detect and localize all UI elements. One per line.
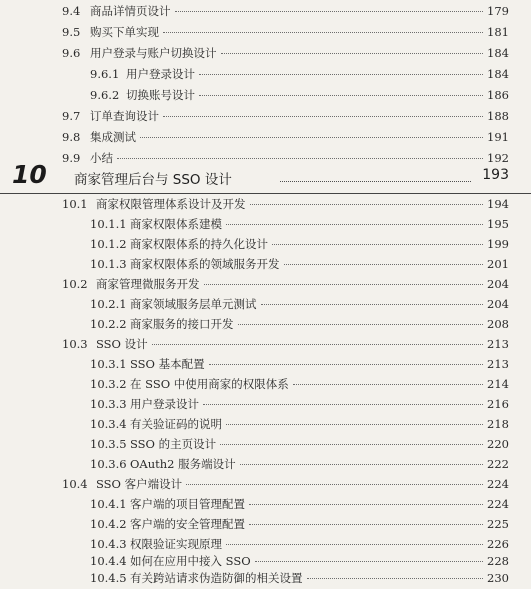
toc-entry[interactable] — [62, 45, 509, 61]
subsection-title: 如何在应用中接入 SSO — [130, 554, 251, 568]
subsection-number: 10.4.4 — [90, 554, 127, 568]
dot-leader — [238, 324, 484, 325]
page-number: 181 — [487, 25, 509, 39]
dot-leader — [163, 116, 483, 117]
section-title: SSO 设计 — [96, 337, 148, 351]
section-number: 10.2 — [62, 277, 88, 291]
section-title: 商品详情页设计 — [90, 4, 171, 18]
subsection-title: 在 SSO 中使用商家的权限体系 — [130, 377, 289, 391]
subsection-number: 9.6.2 — [90, 88, 120, 102]
subsection-number: 10.3.5 — [90, 437, 127, 451]
toc-subentry[interactable] — [90, 356, 509, 372]
subsection-title: 用户登录设计 — [126, 67, 195, 81]
toc-subentry[interactable] — [90, 316, 509, 332]
page-number: 213 — [487, 357, 509, 371]
toc-subentry[interactable] — [90, 256, 509, 272]
dot-leader — [261, 304, 484, 305]
toc-subentry[interactable] — [90, 516, 509, 532]
dot-leader — [249, 504, 483, 505]
page-number: 192 — [487, 151, 509, 165]
subsection-number: 10.4.1 — [90, 497, 127, 511]
dot-leader — [249, 524, 483, 525]
section-number: 9.7 — [62, 109, 81, 123]
page-number: 224 — [487, 497, 509, 511]
page-number: 226 — [487, 537, 509, 551]
dot-leader — [307, 578, 484, 579]
toc-subentry[interactable] — [90, 396, 509, 412]
subsection-number: 10.1.2 — [90, 237, 127, 251]
subsection-title: 商家权限体系的领域服务开发 — [130, 257, 280, 271]
dot-leader — [152, 344, 483, 345]
page-number: 195 — [487, 217, 509, 231]
section-number: 9.5 — [62, 25, 81, 39]
page-number: 184 — [487, 67, 509, 81]
dot-leader — [117, 158, 483, 159]
page-number: 204 — [487, 297, 509, 311]
toc-subentry[interactable] — [90, 216, 509, 232]
section-title: 用户登录与账户切换设计 — [90, 46, 217, 60]
subsection-title: 用户登录设计 — [130, 397, 199, 411]
dot-leader — [226, 544, 483, 545]
section-number: 9.8 — [62, 130, 81, 144]
toc-subentry[interactable] — [90, 296, 509, 312]
toc-subentry[interactable] — [90, 416, 509, 432]
subsection-title: 切换账号设计 — [126, 88, 195, 102]
chapter-divider — [0, 193, 531, 194]
subsection-number: 9.6.1 — [90, 67, 120, 81]
page-number: 216 — [487, 397, 509, 411]
toc-entry[interactable] — [62, 24, 509, 40]
section-title: 商家管理微服务开发 — [96, 277, 200, 291]
section-number: 9.9 — [62, 151, 81, 165]
section-title: SSO 客户端设计 — [96, 477, 183, 491]
page-number: 186 — [487, 88, 509, 102]
subsection-number: 10.3.1 — [90, 357, 127, 371]
dot-leader — [199, 95, 483, 96]
toc-entry[interactable] — [62, 129, 509, 145]
page-number: 222 — [487, 457, 509, 471]
dot-leader — [204, 284, 484, 285]
toc-subentry[interactable] — [90, 456, 509, 472]
dot-leader — [255, 561, 483, 562]
page-number: 214 — [487, 377, 509, 391]
toc-subentry[interactable] — [90, 236, 509, 252]
toc-entry[interactable] — [62, 196, 509, 212]
subsection-title: SSO 基本配置 — [130, 357, 205, 371]
dot-leader — [280, 181, 471, 182]
dot-leader — [203, 404, 483, 405]
subsection-title: OAuth2 服务端设计 — [130, 457, 236, 471]
page-number: 204 — [487, 277, 509, 291]
chapter-heading[interactable] — [0, 160, 531, 190]
section-title: 购买下单实现 — [90, 25, 159, 39]
toc-entry[interactable] — [62, 3, 509, 19]
subsection-number: 10.4.3 — [90, 537, 127, 551]
dot-leader — [284, 264, 484, 265]
toc-subentry[interactable] — [90, 87, 509, 103]
page-number: 184 — [487, 46, 509, 60]
dot-leader — [209, 364, 483, 365]
page-number: 199 — [487, 237, 509, 251]
chapter-title: 商家管理后台与 SSO 设计 — [74, 172, 232, 188]
toc-subentry[interactable] — [90, 553, 509, 569]
page-number: 224 — [487, 477, 509, 491]
section-number: 9.6 — [62, 46, 81, 60]
section-number: 9.4 — [62, 4, 81, 18]
toc-subentry[interactable] — [90, 496, 509, 512]
subsection-number: 10.4.5 — [90, 571, 127, 585]
toc-entry[interactable] — [62, 476, 509, 492]
page-number: 208 — [487, 317, 509, 331]
page-number: 220 — [487, 437, 509, 451]
dot-leader — [175, 11, 484, 12]
toc-subentry[interactable] — [90, 570, 509, 586]
toc-entry[interactable] — [62, 108, 509, 124]
toc-subentry[interactable] — [90, 376, 509, 392]
subsection-number: 10.2.1 — [90, 297, 127, 311]
toc-entry[interactable] — [62, 336, 509, 352]
page-number: 228 — [487, 554, 509, 568]
subsection-title: 商家领域服务层单元测试 — [130, 297, 257, 311]
dot-leader — [293, 384, 483, 385]
dot-leader — [220, 444, 483, 445]
section-number: 10.1 — [62, 197, 88, 211]
chapter-number: 10 — [12, 160, 47, 189]
subsection-number: 10.1.1 — [90, 217, 127, 231]
dot-leader — [199, 74, 483, 75]
subsection-title: 有关验证码的说明 — [130, 417, 222, 431]
section-title: 商家权限管理体系设计及开发 — [96, 197, 246, 211]
page-number: 218 — [487, 417, 509, 431]
section-number: 10.4 — [62, 477, 88, 491]
subsection-title: 客户端的项目管理配置 — [130, 497, 245, 511]
dot-leader — [226, 224, 483, 225]
subsection-title: 商家服务的接口开发 — [130, 317, 234, 331]
subsection-number: 10.4.2 — [90, 517, 127, 531]
dot-leader — [140, 137, 483, 138]
section-title: 集成测试 — [90, 130, 136, 144]
dot-leader — [240, 464, 483, 465]
dot-leader — [163, 32, 483, 33]
section-title: 订单查询设计 — [90, 109, 159, 123]
subsection-number: 10.2.2 — [90, 317, 127, 331]
section-number: 10.3 — [62, 337, 88, 351]
subsection-title: 商家权限体系建模 — [130, 217, 222, 231]
subsection-number: 10.3.3 — [90, 397, 127, 411]
dot-leader — [250, 204, 484, 205]
subsection-title: 商家权限体系的持久化设计 — [130, 237, 268, 251]
page-number: 191 — [487, 130, 509, 144]
subsection-number: 10.3.6 — [90, 457, 127, 471]
subsection-number: 10.3.2 — [90, 377, 127, 391]
page-number: 230 — [487, 571, 509, 585]
page-number: 188 — [487, 109, 509, 123]
subsection-title: 有关跨站请求伪造防御的相关设置 — [130, 571, 303, 585]
toc-entry[interactable] — [62, 276, 509, 292]
toc-subentry[interactable] — [90, 66, 509, 82]
subsection-number: 10.1.3 — [90, 257, 127, 271]
dot-leader — [272, 244, 483, 245]
page-number: 194 — [487, 197, 509, 211]
page-number: 225 — [487, 517, 509, 531]
subsection-title: 客户端的安全管理配置 — [130, 517, 245, 531]
dot-leader — [221, 53, 484, 54]
toc-subentry[interactable] — [90, 536, 509, 552]
page-number: 179 — [487, 4, 509, 18]
section-title: 小结 — [90, 151, 113, 165]
page-number: 213 — [487, 337, 509, 351]
subsection-title: SSO 的主页设计 — [130, 437, 217, 451]
toc-subentry[interactable] — [90, 436, 509, 452]
dot-leader — [226, 424, 483, 425]
chapter-page-number: 193 — [482, 167, 509, 183]
page-number: 201 — [487, 257, 509, 271]
subsection-title: 权限验证实现原理 — [130, 537, 222, 551]
dot-leader — [186, 484, 483, 485]
subsection-number: 10.3.4 — [90, 417, 127, 431]
